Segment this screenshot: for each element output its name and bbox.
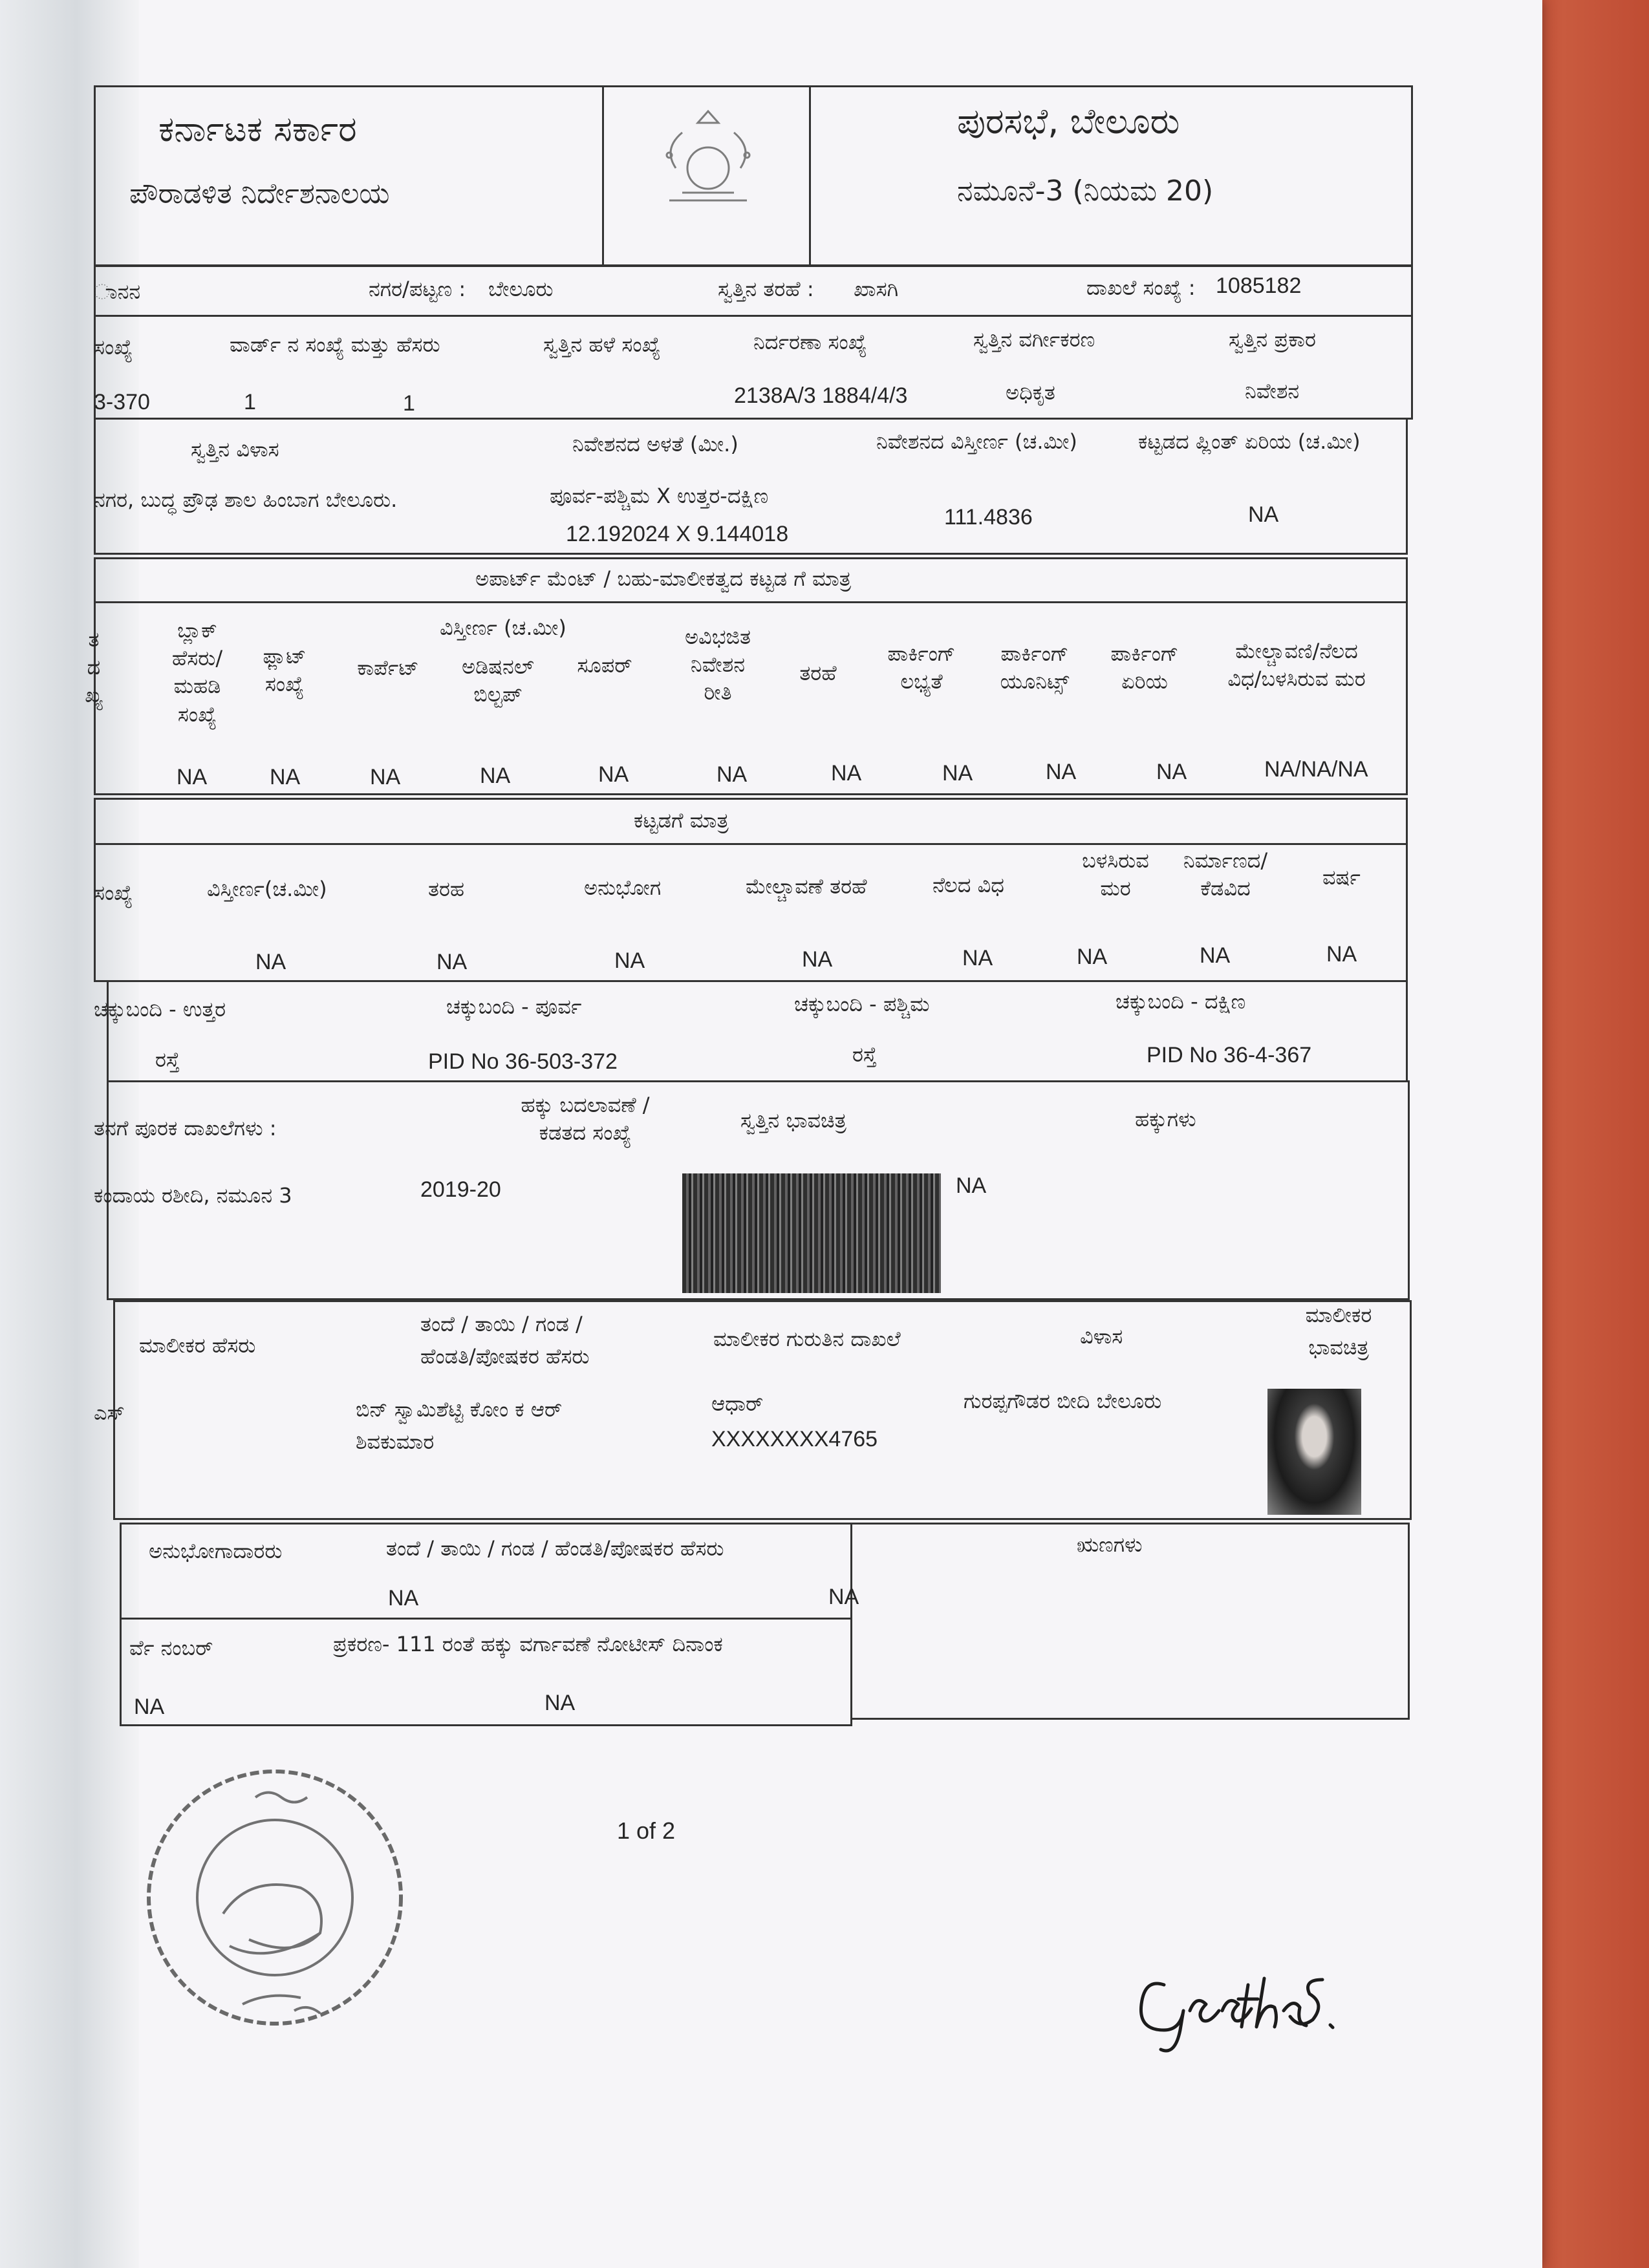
north-boundary-value: ರಸ್ತೆ — [155, 1047, 180, 1072]
owner-id-value: XXXXXXXX4765 — [711, 1427, 878, 1451]
bld-roof-value: NA — [802, 947, 833, 972]
site-area-label: ನಿವೇಶನದ ವಿಸ್ತೀರ್ಣ (ಚ.ಮೀ) — [876, 429, 1077, 454]
apt-flat-value: NA — [270, 765, 301, 789]
apartment-title: ಅಪಾರ್ಟ್ ಮೆಂಟ್ / ಬಹು-ಮಾಲೀಕತ್ವದ ಕಟ್ಟಡ ಗೆ ಮಾತ್ರ — [475, 566, 852, 591]
apartment-area-group: ವಿಸ್ತೀರ್ಣ (ಚ.ಮೀ) — [440, 615, 566, 640]
bld-type-value: NA — [436, 950, 468, 974]
apt-parking-units-header: ಪಾರ್ಕಿಂಗ್ ಯೂನಿಟ್ಸ್ — [1000, 641, 1070, 694]
number-header: ಸಂಖ್ಯೆ — [94, 335, 133, 359]
apt-block-value: NA — [177, 765, 208, 789]
supporting-documents-value: ಕಂದಾಯ ರಶೀದಿ, ನಮೂನ 3 — [94, 1183, 292, 1208]
apt-undivided-header: ಅವಿಭಜಿತ ನಿವೇಶನ ರೀತಿ — [684, 625, 751, 705]
transfer-number-label: ಹಕ್ಕು ಬದಲಾವಣೆ / ಕಡತದ ಸಂಖ್ಯೆ — [521, 1093, 650, 1146]
apt-parking-availability-header: ಪಾರ್ಕಿಂಗ್ ಲಭ್ಯತೆ — [887, 641, 956, 694]
survey-number-label: ರ್ವೆ ನಂಬರ್ — [129, 1636, 213, 1660]
form-number: ನಮೂನೆ-3 (ನಿಯಮ 20) — [957, 175, 1214, 208]
notice-date-label: ಪ್ರಕರಣ- 111 ರಂತೆ ಹಕ್ಕು ವರ್ಗಾವಣೆ ನೋಟೀಸ್ ದಿನಾಂಕ — [333, 1632, 723, 1656]
city-label: ನಗರ/ಪಟ್ಟಣ : — [369, 277, 466, 301]
apt-type-header: ತರಹೆ — [799, 661, 837, 685]
directorate-title: ಪೌರಾಡಳಿತ ನಿರ್ದೇಶನಾಲಯ — [129, 177, 390, 210]
property-kind-value: ನಿವೇಶನ — [1245, 379, 1300, 403]
site-area-value: 111.4836 — [944, 505, 1033, 530]
plinth-area-value: NA — [1248, 502, 1279, 527]
address-value: ನಗರ, ಬುದ್ಧ ಪ್ರೌಢ ಶಾಲ ಹಿಂಬಾಗ ಬೇಲೂರು. — [94, 487, 398, 512]
owner-name-value: ಎಸ್ — [94, 1400, 125, 1425]
owner-parent-label: ತಂದೆ / ತಾಯಿ / ಗಂಡ / ಹೆಂಡತಿ/ಪೋಷಕರ ಹೆಸರು — [420, 1312, 590, 1369]
property-type-value: ಖಾಸಗಿ — [854, 277, 899, 301]
owner-id-label: ಮಾಲೀಕರ ಗುರುತಿನ ದಾಖಲೆ — [713, 1327, 901, 1351]
address-label: ಸ್ವತ್ತಿನ ವಿಳಾಸ — [191, 437, 279, 462]
apt-undivided-value: NA — [717, 762, 748, 787]
city-value: ಬೇಲೂರು — [488, 277, 554, 301]
building-title: ಕಟ್ಟಡಗೆ ಮಾತ್ರ — [634, 808, 729, 833]
apt-carpet-value: NA — [370, 765, 401, 789]
number-value: 3-370 — [94, 390, 150, 414]
classification-header: ಸ್ವತ್ತಿನ ವರ್ಗೀಕರಣ — [973, 327, 1095, 352]
apt-super-header: ಸೂಪರ್ — [577, 653, 632, 678]
bld-year-value: NA — [1326, 942, 1357, 967]
assessment-number-value: 2138A/3 1884/4/3 — [734, 383, 908, 408]
owner-parent-value: ಬಿನ್ ಸ್ವಾಮಿಶೆಟ್ಟಿ ಕೋಂ ಕ ಆರ್ ಶಿವಕುಮಾರ — [356, 1397, 563, 1454]
apt-parking-area-value: NA — [1156, 760, 1187, 784]
bld-year-header: ವರ್ಷ — [1322, 865, 1361, 890]
bld-area-header: ವಿಸ್ತೀರ್ಣ(ಚ.ಮೀ) — [207, 877, 327, 901]
bld-construction-header: ನಿರ್ಮಾಣದ/ ಕೆಡವಿದ — [1183, 848, 1268, 901]
bld-usage-header: ಅನುಭೋಗ — [584, 875, 662, 900]
liabilities-label: ಋಣಗಳು — [1077, 1532, 1143, 1557]
dimensions-value: 12.192024 X 9.144018 — [566, 522, 789, 546]
property-kind-header: ಸ್ವತ್ತಿನ ಪ್ರಕಾರ — [1229, 327, 1316, 352]
ward-value: 1 — [244, 390, 256, 414]
bld-area-value: NA — [255, 950, 286, 974]
liabilities-value: NA — [828, 1585, 859, 1609]
dimensions-label: ನಿವೇಶನದ ಅಳತೆ (ಮೀ.) — [572, 432, 738, 456]
entry-number-label: ದಾಖಲೆ ಸಂಖ್ಯೆ : — [1086, 275, 1196, 300]
owner-id-type: ಆಧಾರ್ — [711, 1391, 764, 1416]
apt-parking-availability-value: NA — [942, 761, 973, 786]
owner-photo-label: ಮಾಲೀಕರ ಭಾವಚಿತ್ರ — [1305, 1303, 1372, 1360]
property-photo-label: ಸ್ವತ್ತಿನ ಭಾವಚಿತ್ರ — [740, 1108, 846, 1133]
bld-floor-header: ನೆಲದ ವಿಧ — [932, 873, 1004, 897]
page-number: 1 of 2 — [617, 1817, 676, 1844]
govt-title: ಕರ್ನಾಟಕ ಸರ್ಕಾರ — [158, 109, 357, 149]
bld-wood-header: ಬಳಸಿರುವ ಮರ — [1082, 848, 1149, 901]
apt-serial-header: ತ ದ ಖ್ಯ — [85, 627, 103, 708]
signature — [1128, 1940, 1348, 2056]
bld-wood-value: NA — [1077, 945, 1108, 969]
bld-construction-value: NA — [1200, 943, 1231, 968]
west-boundary-label: ಚಕ್ಕುಬಂದಿ - ಪಶ್ಚಿಮ — [794, 992, 930, 1016]
occupant-parent-value: NA — [388, 1586, 419, 1610]
owner-address-label: ವಿಳಾಸ — [1080, 1324, 1123, 1349]
classification-value: ಅಧಿಕೃತ — [1006, 380, 1055, 405]
apt-flat-header: ಫ್ಲಾಟ್ ಸಂಖ್ಯೆ — [263, 644, 307, 697]
rights-value: NA — [956, 1173, 987, 1198]
emblem-icon — [630, 97, 786, 220]
east-boundary-label: ಚಕ್ಕುಬಂದಿ - ಪೂರ್ವ — [446, 994, 582, 1019]
property-photo — [682, 1173, 941, 1293]
municipality-title: ಪುರಸಭೆ, ಬೇಲೂರು — [957, 101, 1180, 142]
south-boundary-label: ಚಕ್ಕುಬಂದಿ - ದಕ್ಷಿಣ — [1116, 989, 1246, 1014]
row1-left-label: ಾನನ — [94, 279, 141, 304]
west-boundary-value: ರಸ್ತೆ — [852, 1042, 877, 1067]
bld-roof-header: ಮೇಲ್ಚಾವಣೆ ತರಹೆ — [746, 874, 867, 899]
south-boundary-value: PID No 36-4-367 — [1147, 1043, 1312, 1067]
notice-date-value: NA — [544, 1691, 576, 1715]
bld-type-header: ತರಹ — [428, 877, 465, 901]
north-boundary-label: ಚಕ್ಕುಬಂದಿ - ಉತ್ತರ — [94, 997, 226, 1022]
owner-name-label: ಮಾಲೀಕರ ಹೆಸರು — [139, 1333, 256, 1358]
apt-roof-value: NA/NA/NA — [1264, 757, 1368, 782]
dimensions-direction: ಪೂರ್ವ-ಪಶ್ಚಿಮ X ಉತ್ತರ-ದಕ್ಷಿಣ — [550, 484, 769, 508]
occupant-label: ಅನುಭೋಗಾದಾರರು — [149, 1539, 283, 1563]
apt-builtup-header: ಅಡಿಷನಲ್ ಬಿಲ್ಟಪ್ — [462, 654, 534, 707]
transfer-number-value: 2019-20 — [420, 1177, 501, 1202]
old-number-value: 1 — [403, 391, 415, 416]
apt-carpet-header: ಕಾರ್ಪೆಟ್ — [357, 656, 419, 680]
apt-block-header: ಬ್ಲಾಕ್ ಹೆಸರು/ ಮಹಡಿ ಸಂಖ್ಯೆ — [171, 618, 223, 727]
rights-label: ಹಕ್ಕುಗಳು — [1135, 1107, 1196, 1131]
assessment-number-header: ನಿರ್ದರಣಾ ಸಂಖ್ಯೆ — [753, 330, 867, 354]
apt-super-value: NA — [598, 762, 629, 787]
municipal-stamp-icon — [126, 1752, 436, 2062]
entry-number-value: 1085182 — [1216, 273, 1302, 298]
bld-usage-value: NA — [614, 948, 645, 973]
bld-floor-value: NA — [962, 946, 993, 970]
ward-header: ವಾರ್ಡ್ ನ ಸಂಖ್ಯೆ ಮತ್ತು ಹೆಸರು — [230, 332, 440, 357]
apt-parking-area-header: ಪಾರ್ಕಿಂಗ್ ಏರಿಯ — [1110, 641, 1179, 694]
survey-number-value: NA — [134, 1695, 165, 1719]
occupant-parent-label: ತಂದೆ / ತಾಯಿ / ಗಂಡ / ಹೆಂಡತಿ/ಪೋಷಕರ ಹೆಸರು — [386, 1536, 724, 1561]
plinth-area-label: ಕಟ್ಟಡದ ಪ್ಲಿಂತ್ ಏರಿಯ (ಚ.ಮೀ) — [1138, 429, 1361, 454]
owner-address-value: ಗುರಪ್ಪಗೌಡರ ಬೀದಿ ಬೇಲೂರು — [964, 1389, 1162, 1413]
east-boundary-value: PID No 36-503-372 — [428, 1049, 618, 1074]
supporting-documents-label: ತನಗೆ ಪೂರಕ ದಾಖಲೆಗಳು : — [94, 1116, 277, 1140]
apt-parking-units-value: NA — [1046, 760, 1077, 784]
owner-photo — [1267, 1389, 1361, 1515]
apt-builtup-value: NA — [480, 764, 511, 788]
apt-type-value: NA — [831, 761, 862, 786]
apt-roof-header: ಮೇಲ್ಚಾವಣಿ/ನೆಲದ ವಿಧ/ಬಳಸಿರುವ ಮರ — [1227, 639, 1366, 692]
old-number-header: ಸ್ವತ್ತಿನ ಹಳೆ ಸಂಖ್ಯೆ — [543, 332, 661, 357]
property-type-label: ಸ್ವತ್ತಿನ ತರಹೆ : — [718, 277, 814, 301]
bld-number-header: ಸಂಖ್ಯೆ — [94, 881, 133, 905]
